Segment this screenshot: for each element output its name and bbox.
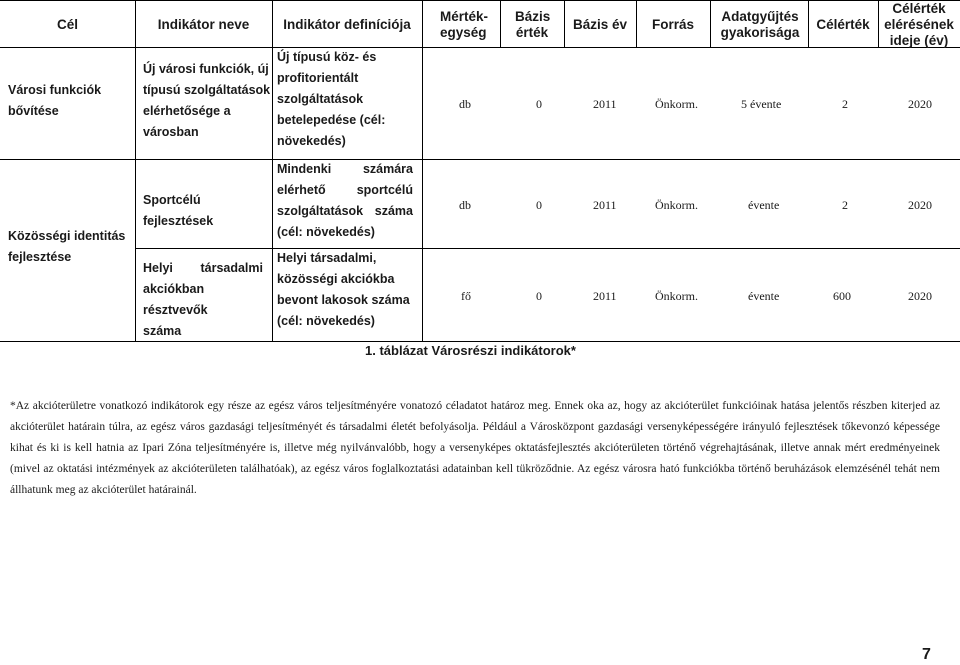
row2-indikator-neve — [143, 190, 271, 232]
row2-mertekegyseg: db — [459, 198, 471, 212]
row3-mertekegyseg: fő — [461, 289, 471, 303]
row2-bazis-ev: 2011 — [593, 198, 617, 212]
row3-def-line: (cél: növekedés) — [277, 314, 375, 328]
row2-def-line: elérhető sportcélú — [277, 183, 413, 197]
row2-definicio — [277, 159, 413, 243]
row3-bazis-ev: 2011 — [593, 289, 617, 303]
row3-name-line: száma — [143, 324, 182, 338]
row1-def-line: betelepedése (cél: — [277, 113, 386, 127]
row2-ev: 2020 — [908, 198, 932, 212]
row1-def-line: növekedés) — [277, 134, 346, 148]
header-indikator-definicioja: Indikátor definíciója — [283, 17, 411, 32]
row2-bazis-ertek: 0 — [536, 198, 542, 212]
table-top-border — [0, 0, 960, 1]
header-forras: Forrás — [651, 17, 695, 32]
row3-name-line: akciókban résztvevők — [143, 282, 208, 317]
row1-bazis-ertek: 0 — [536, 97, 542, 111]
row2-def-line: Mindenki számára — [277, 162, 413, 176]
group-cel-line: fejlesztése — [8, 250, 72, 264]
row3-forras: Önkorm. — [655, 289, 698, 303]
col-divider-4 — [500, 0, 501, 47]
footnote-paragraph: *Az akcióterületre vonatkozó indikátorok egy része az egész város teljesítményére vonatozó céladatot határoz meg. Ennek oka az, hogy az akcióterület funkcióinak hatása jelentős részben kiterjed az akcióterület határain túlra, az egész város gazdasági teljesítményét és társadalmi életét befolyásolja. Például a Városközpont gazdasági versenyképességére irányuló fejlesztések tőkevonzó képessége kihat és ki is kell hatnia az Ipari Zóna teljesítményére is, illetve még nyilvánvalóbb, hogy a versenyképes oktatásfejlesztés akcióterületen történő végrehajtásának, illetve annak mért eredményeinek (mivel az oktatási intézmények az akcióterületen találhatóak), az egész város foglalkoztatási adatainban kell tükröződnie. Az egész városra ható funkciókba történő beruházások elemzésénél tehát nem állhatunk meg az akcióterület határainál. — [10, 400, 940, 496]
row2-name-line: Sportcélú fejlesztések — [143, 193, 214, 228]
page-number: 7 — [922, 646, 931, 663]
row3-celertek: 600 — [833, 289, 851, 303]
row2-gyakorisag: évente — [748, 198, 780, 212]
col-divider-3 — [422, 0, 423, 341]
row3-definicio — [277, 248, 419, 332]
header-cel: Cél — [56, 17, 78, 32]
table-caption: 1. táblázat Városrészi indikátorok* — [365, 343, 576, 358]
row3-name-line: Helyi társadalmi — [143, 261, 263, 275]
row2-bottom-border — [135, 248, 960, 249]
row1-cel-line: Városi funkciók — [8, 83, 102, 97]
row3-bazis-ertek: 0 — [536, 289, 542, 303]
col-divider-1 — [135, 0, 136, 341]
row1-gyakorisag: 5 évente — [741, 97, 782, 111]
header-celertek: Célérték — [816, 17, 870, 32]
row1-cel — [8, 80, 133, 122]
col-divider-9 — [878, 0, 879, 47]
header-bottom-border — [0, 47, 960, 48]
row1-ev: 2020 — [908, 97, 932, 111]
row3-def-line: közösségi akciókba — [277, 272, 395, 286]
row3-ev: 2020 — [908, 289, 932, 303]
row2-def-line: (cél: növekedés) — [277, 225, 375, 239]
row1-name-line: típusú szolgáltatások — [143, 83, 271, 97]
row1-def-line: Új típusú köz- és — [277, 50, 377, 64]
header-adatgyujtes: Adatgyűjtés gyakorisága — [720, 9, 800, 40]
row3-gyakorisag: évente — [748, 289, 780, 303]
row1-cel-line: bővítése — [8, 104, 59, 118]
row1-celertek: 2 — [842, 97, 848, 111]
group-cel — [8, 226, 133, 268]
row2-def-line: szolgáltatások száma — [277, 204, 413, 218]
header-indikator-neve: Indikátor neve — [157, 17, 250, 32]
row1-indikator-neve — [143, 59, 271, 143]
row1-def-line: profitorientált — [277, 71, 359, 85]
row1-mertekegyseg: db — [459, 97, 471, 111]
row3-def-line: bevont lakosok száma — [277, 293, 410, 307]
col-divider-7 — [710, 0, 711, 47]
row1-bazis-ev: 2011 — [593, 97, 617, 111]
header-mertekegyseg: Mérték-egység — [440, 9, 489, 40]
header-bazis-ev: Bázis év — [572, 17, 628, 32]
row1-name-line: Új városi funkciók, új — [143, 62, 269, 76]
group-cel-line: Közösségi identitás — [8, 229, 126, 243]
row1-name-line: városban — [143, 125, 199, 139]
row2-celertek: 2 — [842, 198, 848, 212]
row1-def-line: szolgáltatások — [277, 92, 364, 106]
row3-indikator-neve — [143, 258, 263, 342]
header-celertek-elerese: Célérték elérésének ideje (év) — [884, 1, 954, 48]
header-bazis-ertek: Bázis érték — [515, 9, 551, 40]
row1-definicio — [277, 47, 419, 152]
row2-forras: Önkorm. — [655, 198, 698, 212]
col-divider-2 — [272, 0, 273, 341]
row1-bottom-border — [0, 159, 960, 160]
row1-name-line: elérhetősége a — [143, 104, 231, 118]
row1-forras: Önkorm. — [655, 97, 698, 111]
row3-def-line: Helyi társadalmi, — [277, 251, 377, 265]
